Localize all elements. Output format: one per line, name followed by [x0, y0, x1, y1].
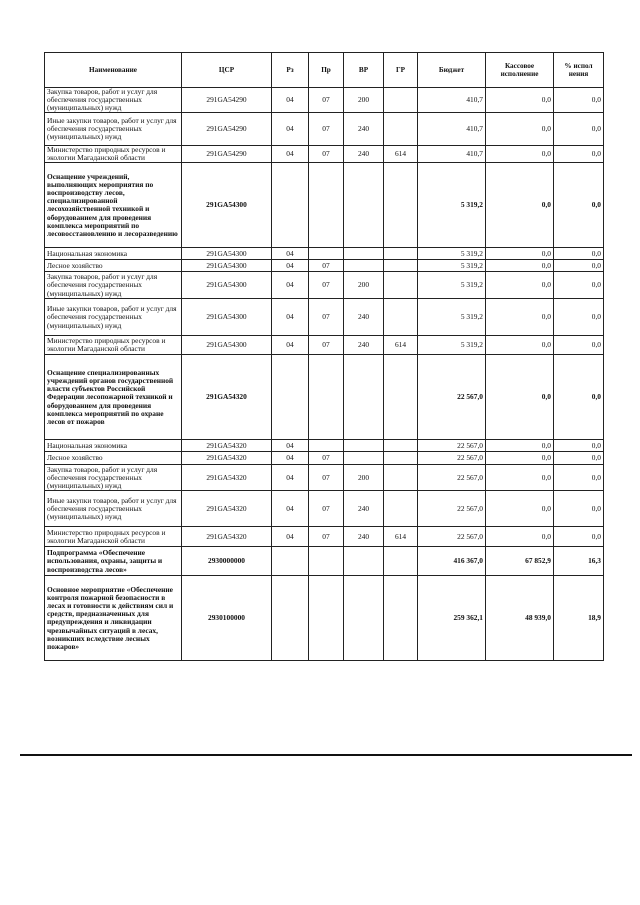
cell-csr: 291GA54300 [182, 248, 272, 260]
cell-pr: 07 [309, 88, 344, 113]
cell-vr: 240 [344, 491, 384, 527]
cell-rz: 04 [272, 527, 309, 547]
cell-vr: 240 [344, 299, 384, 336]
cell-cash-execution: 0,0 [486, 146, 554, 163]
cell-rz: 04 [272, 299, 309, 336]
cell-cash-execution: 0,0 [486, 491, 554, 527]
cell-execution-percent: 0,0 [554, 465, 604, 491]
cell-vr [344, 260, 384, 272]
table-row [45, 146, 604, 163]
table-row [45, 272, 604, 299]
cell-execution-percent: 0,0 [554, 163, 604, 248]
cell-pr [309, 576, 344, 661]
cell-name: Оснащение учреждений, выполняющих мероприятия по воспроизводству лесов, специализированной лесохозяйственной техникой и оборудованием для проведения комплекса мероприятий по лесовосстановлению и лесоразведению [45, 163, 182, 248]
cell-cash-execution: 0,0 [486, 272, 554, 299]
table-header-row [45, 53, 604, 88]
cell-budget: 259 362,1 [418, 576, 486, 661]
cell-rz: 04 [272, 491, 309, 527]
cell-gr [384, 576, 418, 661]
cell-vr [344, 547, 384, 576]
cell-execution-percent: 0,0 [554, 146, 604, 163]
header-vr: ВР [344, 53, 384, 88]
table-row [45, 113, 604, 146]
cell-name: Лесное хозяйство [45, 452, 182, 465]
cell-execution-percent: 0,0 [554, 527, 604, 547]
cell-rz: 04 [272, 465, 309, 491]
cell-execution-percent: 0,0 [554, 113, 604, 146]
cell-budget: 22 567,0 [418, 440, 486, 452]
cell-budget: 416 367,0 [418, 547, 486, 576]
table-row [45, 355, 604, 440]
cell-pr [309, 248, 344, 260]
cell-name: Национальная экономика [45, 440, 182, 452]
cell-csr: 291GA54290 [182, 113, 272, 146]
cell-rz [272, 576, 309, 661]
cell-vr: 240 [344, 527, 384, 547]
cell-gr [384, 299, 418, 336]
table-row [45, 260, 604, 272]
cell-rz [272, 163, 309, 248]
cell-gr [384, 260, 418, 272]
cell-name: Закупка товаров, работ и услуг для обеспечения государственных (муниципальных) нужд [45, 272, 182, 299]
cell-execution-percent: 0,0 [554, 299, 604, 336]
cell-budget: 5 319,2 [418, 260, 486, 272]
cell-csr: 291GA54320 [182, 452, 272, 465]
cell-name: Закупка товаров, работ и услуг для обеспечения государственных (муниципальных) нужд [45, 88, 182, 113]
cell-vr [344, 576, 384, 661]
cell-pr: 07 [309, 260, 344, 272]
cell-pr: 07 [309, 527, 344, 547]
cell-vr [344, 163, 384, 248]
header-csr: ЦСР [182, 53, 272, 88]
cell-budget: 5 319,2 [418, 163, 486, 248]
cell-cash-execution: 67 852,9 [486, 547, 554, 576]
page-bottom-rule [20, 754, 632, 756]
cell-cash-execution: 0,0 [486, 527, 554, 547]
cell-csr: 291GA54300 [182, 260, 272, 272]
cell-pr: 07 [309, 491, 344, 527]
cell-rz: 04 [272, 452, 309, 465]
table-row [45, 248, 604, 260]
header-cash-execution: Кассовое исполнение [486, 53, 554, 88]
cell-rz: 04 [272, 248, 309, 260]
cell-budget: 22 567,0 [418, 452, 486, 465]
cell-gr [384, 272, 418, 299]
cell-gr [384, 440, 418, 452]
cell-execution-percent: 16,3 [554, 547, 604, 576]
cell-execution-percent: 0,0 [554, 88, 604, 113]
cell-pr [309, 163, 344, 248]
header-gr: ГР [384, 53, 418, 88]
cell-csr: 291GA54300 [182, 336, 272, 355]
cell-csr: 291GA54320 [182, 491, 272, 527]
table-body [45, 88, 604, 661]
cell-vr: 200 [344, 88, 384, 113]
cell-pr: 07 [309, 299, 344, 336]
cell-rz: 04 [272, 88, 309, 113]
table-row [45, 88, 604, 113]
cell-csr: 291GA54320 [182, 355, 272, 440]
cell-gr [384, 163, 418, 248]
cell-cash-execution: 0,0 [486, 163, 554, 248]
cell-vr: 240 [344, 113, 384, 146]
cell-cash-execution: 0,0 [486, 299, 554, 336]
cell-name: Лесное хозяйство [45, 260, 182, 272]
cell-pr: 07 [309, 452, 344, 465]
cell-gr: 614 [384, 336, 418, 355]
cell-gr [384, 491, 418, 527]
cell-budget: 5 319,2 [418, 336, 486, 355]
cell-rz: 04 [272, 336, 309, 355]
cell-rz [272, 547, 309, 576]
header-pr: Пр [309, 53, 344, 88]
cell-pr: 07 [309, 465, 344, 491]
cell-budget: 22 567,0 [418, 465, 486, 491]
table-row [45, 336, 604, 355]
cell-cash-execution: 0,0 [486, 260, 554, 272]
cell-csr: 291GA54300 [182, 272, 272, 299]
cell-pr [309, 355, 344, 440]
cell-pr: 07 [309, 336, 344, 355]
cell-pr: 07 [309, 272, 344, 299]
cell-execution-percent: 18,9 [554, 576, 604, 661]
table-row [45, 547, 604, 576]
cell-pr [309, 440, 344, 452]
cell-csr: 291GA54290 [182, 146, 272, 163]
cell-csr: 291GA54300 [182, 299, 272, 336]
cell-vr [344, 248, 384, 260]
cell-execution-percent: 0,0 [554, 248, 604, 260]
cell-vr [344, 452, 384, 465]
cell-csr: 2930000000 [182, 547, 272, 576]
cell-rz: 04 [272, 272, 309, 299]
cell-csr: 291GA54290 [182, 88, 272, 113]
cell-gr [384, 248, 418, 260]
cell-vr: 200 [344, 272, 384, 299]
table-row [45, 299, 604, 336]
cell-name: Министерство природных ресурсов и экологии Магаданской области [45, 336, 182, 355]
cell-name: Оснащение специализированных учреждений органов государственной власти субъектов Российской Федерации лесопожарной техникой и оборудованием для проведения комплекса мероприятий по охране лесов от пожаров [45, 355, 182, 440]
cell-rz: 04 [272, 440, 309, 452]
cell-budget: 22 567,0 [418, 527, 486, 547]
table-row [45, 576, 604, 661]
cell-execution-percent: 0,0 [554, 355, 604, 440]
cell-csr: 2930100000 [182, 576, 272, 661]
cell-gr [384, 465, 418, 491]
cell-cash-execution: 48 939,0 [486, 576, 554, 661]
cell-vr: 240 [344, 336, 384, 355]
table-row [45, 465, 604, 491]
cell-name: Закупка товаров, работ и услуг для обеспечения государственных (муниципальных) нужд [45, 465, 182, 491]
table-row [45, 452, 604, 465]
cell-budget: 5 319,2 [418, 272, 486, 299]
table-row [45, 163, 604, 248]
cell-name: Иные закупки товаров, работ и услуг для обеспечения государственных (муниципальных) нужд [45, 299, 182, 336]
cell-budget: 410,7 [418, 113, 486, 146]
table-row [45, 491, 604, 527]
cell-execution-percent: 0,0 [554, 336, 604, 355]
header-execution-percent: % испол нения [554, 53, 604, 88]
cell-cash-execution: 0,0 [486, 248, 554, 260]
cell-budget: 5 319,2 [418, 299, 486, 336]
cell-rz: 04 [272, 260, 309, 272]
cell-vr: 200 [344, 465, 384, 491]
cell-cash-execution: 0,0 [486, 88, 554, 113]
cell-csr: 291GA54320 [182, 527, 272, 547]
cell-vr: 240 [344, 146, 384, 163]
cell-execution-percent: 0,0 [554, 440, 604, 452]
cell-execution-percent: 0,0 [554, 452, 604, 465]
cell-vr [344, 440, 384, 452]
cell-name: Подпрограмма «Обеспечение использования, охраны, защиты и воспроизводства лесов» [45, 547, 182, 576]
cell-rz [272, 355, 309, 440]
cell-cash-execution: 0,0 [486, 452, 554, 465]
table-row [45, 440, 604, 452]
table-row [45, 527, 604, 547]
cell-cash-execution: 0,0 [486, 465, 554, 491]
cell-gr [384, 355, 418, 440]
cell-execution-percent: 0,0 [554, 260, 604, 272]
header-name: Наименование [45, 53, 182, 88]
cell-execution-percent: 0,0 [554, 272, 604, 299]
cell-csr: 291GA54300 [182, 163, 272, 248]
cell-name: Министерство природных ресурсов и экологии Магаданской области [45, 146, 182, 163]
cell-name: Иные закупки товаров, работ и услуг для обеспечения государственных (муниципальных) нужд [45, 113, 182, 146]
cell-gr [384, 88, 418, 113]
cell-pr [309, 547, 344, 576]
cell-cash-execution: 0,0 [486, 440, 554, 452]
cell-cash-execution: 0,0 [486, 355, 554, 440]
cell-name: Основное мероприятие «Обеспечение контроля пожарной безопасности в лесах и готовности к действиям сил и средств, предназначенных для предупреждения и ликвидации чрезвычайных ситуаций в лесах, возникших вследствие лесных пожаров» [45, 576, 182, 661]
cell-rz: 04 [272, 146, 309, 163]
cell-csr: 291GA54320 [182, 465, 272, 491]
cell-name: Министерство природных ресурсов и экологии Магаданской области [45, 527, 182, 547]
header-rz: Рз [272, 53, 309, 88]
cell-name: Иные закупки товаров, работ и услуг для обеспечения государственных (муниципальных) нужд [45, 491, 182, 527]
cell-gr [384, 452, 418, 465]
cell-cash-execution: 0,0 [486, 113, 554, 146]
cell-csr: 291GA54320 [182, 440, 272, 452]
cell-budget: 410,7 [418, 88, 486, 113]
cell-budget: 5 319,2 [418, 248, 486, 260]
cell-gr [384, 547, 418, 576]
cell-pr: 07 [309, 146, 344, 163]
cell-rz: 04 [272, 113, 309, 146]
cell-execution-percent: 0,0 [554, 491, 604, 527]
header-budget: Бюджет [418, 53, 486, 88]
cell-budget: 22 567,0 [418, 491, 486, 527]
cell-budget: 410,7 [418, 146, 486, 163]
cell-cash-execution: 0,0 [486, 336, 554, 355]
cell-vr [344, 355, 384, 440]
cell-name: Национальная экономика [45, 248, 182, 260]
budget-execution-table [44, 52, 604, 661]
cell-gr: 614 [384, 146, 418, 163]
cell-pr: 07 [309, 113, 344, 146]
cell-gr [384, 113, 418, 146]
cell-budget: 22 567,0 [418, 355, 486, 440]
cell-gr: 614 [384, 527, 418, 547]
